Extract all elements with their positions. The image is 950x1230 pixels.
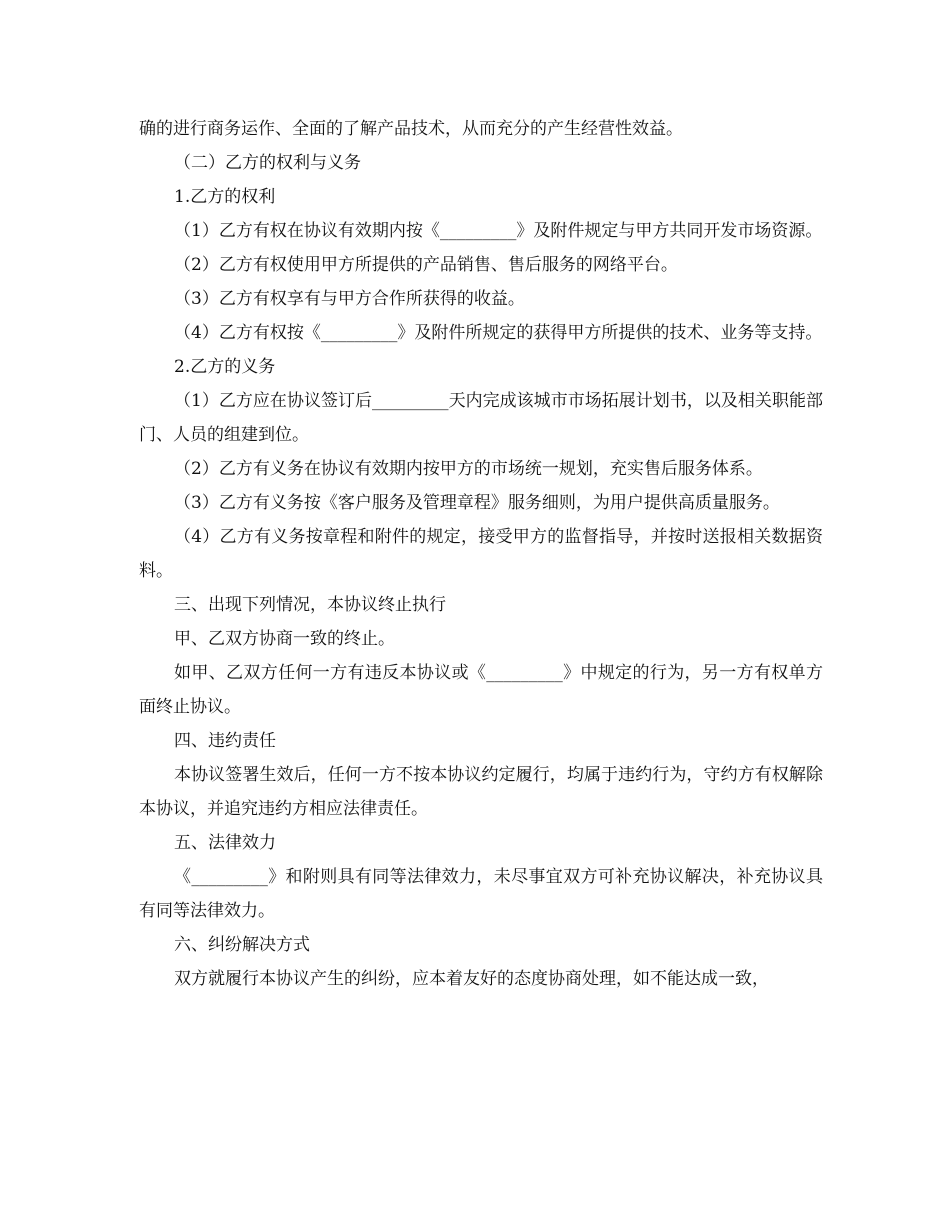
subsection-heading-rights: 1.乙方的权利 [174,187,276,207]
dispute-text: 双方就履行本协议产生的纠纷，应本着友好的态度协商处理，如不能达成一致， [174,969,769,989]
termination-item-2: 如甲、乙双方任何一方有违反本协议或《_________》中规定的行为，另一方有权单方面终止协议。 [139,663,823,717]
section-heading-liability: 四、违约责任 [174,731,276,751]
document-body [139,112,823,996]
clause-obligation-1: （1）乙方应在协议签订后_________天内完成该城市市场拓展计划书，以及相关职能部门、人员的组建到位。 [139,391,823,445]
termination-item-1: 甲、乙双方协商一致的终止。 [174,629,395,649]
section-heading-legal-effect: 五、法律效力 [174,833,276,853]
clause-obligation-3: （3）乙方有义务按《客户服务及管理章程》服务细则，为用户提供高质量服务。 [174,493,780,513]
clause-right-2: （2）乙方有权使用甲方所提供的产品销售、售后服务的网络平台。 [174,255,678,275]
clause-obligation-4: （4）乙方有义务按章程和附件的规定，接受甲方的监督指导，并按时送报相关数据资料。 [139,527,823,581]
section-heading-dispute: 六、纠纷解决方式 [174,935,310,955]
section-heading-termination: 三、出现下列情况，本协议终止执行 [174,595,446,615]
section-heading-rights-obligations: （二）乙方的权利与义务 [174,153,361,173]
clause-right-4: （4）乙方有权按《_________》及附件所规定的获得甲方所提供的技术、业务等支持。 [174,323,823,343]
subsection-heading-obligations: 2.乙方的义务 [174,357,276,377]
clause-right-3: （3）乙方有权享有与甲方合作所获得的收益。 [174,289,525,309]
clause-right-1: （1）乙方有权在协议有效期内按《_________》及附件规定与甲方共同开发市场资源。 [174,221,823,241]
clause-obligation-2: （2）乙方有义务在协议有效期内按甲方的市场统一规划，充实售后服务体系。 [174,459,763,479]
liability-text: 本协议签署生效后，任何一方不按本协议约定履行，均属于违约行为，守约方有权解除本协议，并追究违约方相应法律责任。 [139,765,823,819]
legal-effect-text: 《_________》和附则具有同等法律效力，未尽事宜双方可补充协议解决，补充协议具有同等法律效力。 [139,867,823,921]
paragraph-continuation: 确的进行商务运作、全面的了解产品技术，从而充分的产生经营性效益。 [139,119,683,139]
